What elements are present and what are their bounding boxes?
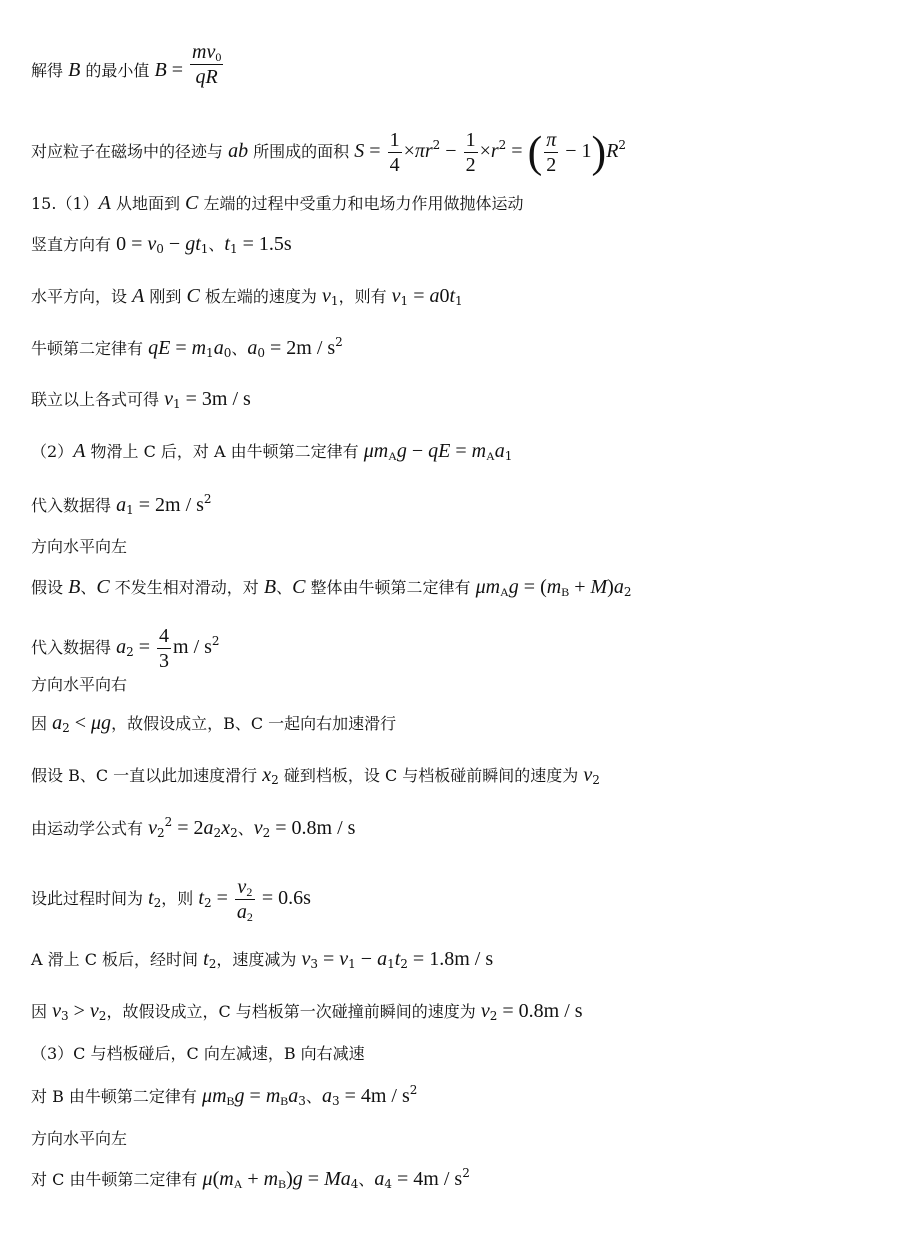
solution-line-23: 对 C 由牛顿第二定律有 $\mu(m_A + m_B)g = Ma_4$、$a_4 = 4m / s^2$ xyxy=(31,1166,470,1191)
solution-line-21: 对 B 由牛顿第二定律有 $\mu m_Bg = m_Ba_3$、$a_3 = 4m / s^2$ xyxy=(31,1083,418,1108)
solution-line-7: 联立以上各式可得 $v_1 = 3m / s$ xyxy=(31,388,251,411)
solution-line-6: 牛顿第二定律有 qE = $m_1a_0$、$a_0 = 2m / s^2$ xyxy=(31,335,343,360)
solution-line-4: 竖直方向有 $0 = v_0 - gt_1$、$t_1 = 1.5s$ xyxy=(31,233,292,256)
solution-line-15: 假设 B、C 一直以此加速度滑行 $x_2$ 碰到档板，设 C 与档板碰前瞬间的速度为 $v_2$ xyxy=(31,764,600,787)
solution-line-14: 因 $a_2 < \mu g$，故假设成立，B、C 一起向右加速滑行 xyxy=(31,712,397,735)
solution-line-5: 水平方向，设 A 刚到 C 板左端的速度为 $v_1$，则有 $v_1 = a0t_1$ xyxy=(31,285,463,308)
solution-line-13: 方向水平向右 xyxy=(31,675,128,694)
solution-line-11: 假设 B、C 不发生相对滑动，对 B、C 整体由牛顿第二定律有 $\mu m_Ag = (m_B + M)a_2$ xyxy=(31,576,632,599)
solution-line-18: A 滑上 C 板后，经时间 $t_2$，速度减为 $v_3 = v_1 - a_1t_2 = 1.8m / s$ xyxy=(31,948,494,971)
solution-line-17: 设此过程时间为 $t_2$，则 $t_2$ = $\frac{v_2}{a_2}$ = 0.6s xyxy=(31,876,311,924)
solution-line-9: 代入数据得 $a_1 = 2m / s^2$ xyxy=(31,492,212,517)
solution-line-2: 对应粒子在磁场中的径迹与 ab 所围成的面积 S = $\frac{1}{4}$ $\times\pi r^2$ − $\frac{1}{2}$ $\times r^2$ = ( $\frac{\pi}{2}$ − $1)R^2$ xyxy=(31,127,627,177)
solution-line-16: 由运动学公式有 $v_2^2 = 2a_2x_2$、$v_2 = 0.8m / s$ xyxy=(31,815,356,840)
solution-line-22: 方向水平向左 xyxy=(31,1129,128,1148)
solution-line-1: 解得 B 的最小值 B = $\frac{mv_0}{qR}$ xyxy=(31,41,222,88)
solution-line-12: 代入数据得 $a_2$ = $\frac{4}{3}$ m / $s^2$ xyxy=(31,625,220,672)
solution-line-20: （3）C 与档板碰后，C 向左减速，B 向右减速 xyxy=(31,1044,365,1063)
solution-line-19: 因 $v_3 > v_2$，故假设成立，C 与档板第一次碰撞前瞬间的速度为 $v_2 = 0.8m / s$ xyxy=(31,1000,583,1023)
solution-line-10: 方向水平向左 xyxy=(31,537,128,556)
solution-line-3: 15.（1）A 从地面到 C 左端的过程中受重力和电场力作用做抛体运动 xyxy=(31,192,524,214)
solution-line-8: （2）A 物滑上 C 后，对 A 由牛顿第二定律有 $\mu m_Ag$ − qE = $m_Aa_1$ xyxy=(31,440,513,463)
